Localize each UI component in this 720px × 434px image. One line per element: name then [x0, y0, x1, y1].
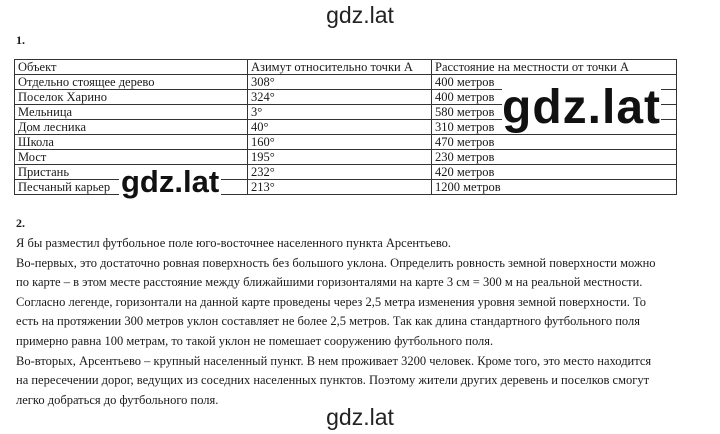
text-line: Я бы разместил футбольное поле юго-восточнее населенного пункта Арсентьево. [16, 236, 452, 250]
text-line: Во-вторых, Арсентьево – крупный населенный пункт. В нем проживает 3200 человек. Кроме того, это место находится [16, 353, 652, 368]
cell-object: Поселок Харино [15, 90, 248, 105]
cell-distance: 580 метров [432, 105, 677, 120]
cell-object: Мельница [15, 105, 248, 120]
cell-azimuth: 195° [248, 150, 432, 165]
cell-object: Дом лесника [15, 120, 248, 135]
cell-distance: 420 метров [432, 165, 677, 180]
cell-object: Мост [15, 150, 248, 165]
cell-distance: 310 метров [432, 120, 677, 135]
cell-azimuth: 308° [248, 75, 432, 90]
header-cell-azimuth: Азимут относительно точки А [248, 60, 432, 75]
watermark-middle: gdz.lat [121, 164, 220, 199]
text-line: легко добраться до футбольного поля. [16, 392, 219, 407]
cell-azimuth: 213° [248, 180, 432, 195]
watermark-large: gdz.lat [502, 81, 661, 134]
cell-distance: 230 метров [432, 150, 677, 165]
cell-azimuth: 232° [248, 165, 432, 180]
watermark-bottom: gdz.lat [326, 404, 394, 430]
header-cell-distance: Расстояние на местности от точки А [432, 60, 677, 75]
table-row [15, 150, 677, 165]
cell-distance: 400 метров [432, 90, 677, 105]
text-line: Согласно легенде, горизонтали на данной карте проведены через 2,5 метра изменения уровня земной поверхности. То [16, 294, 646, 309]
task2-answer-text [16, 234, 706, 410]
cell-azimuth: 3° [248, 105, 432, 120]
header-cell-object: Объект [15, 60, 248, 75]
text-line: Во-первых, это достаточно ровная поверхность без большого уклона. Определить ровность земной поверхности можно [16, 255, 656, 270]
table-header-row [15, 60, 677, 75]
cell-azimuth: 324° [248, 90, 432, 105]
cell-distance: 400 метров [432, 75, 677, 90]
task-number-2: 2. [16, 216, 25, 230]
text-line: есть на протяжении 300 метров уклон составляет не более 2,5 метров. Так как длина стандартного футбольного поля [16, 314, 640, 329]
table-row [15, 135, 677, 150]
text-line: примерно равна 100 метрам, то такой уклон не помешает сооружению футбольного поля. [16, 333, 494, 348]
table-row [15, 180, 677, 195]
cell-object: Пристань [15, 165, 248, 180]
cell-azimuth: 160° [248, 135, 432, 150]
cell-distance: 1200 метров [432, 180, 677, 195]
watermark-top: gdz.lat [326, 2, 394, 28]
cell-azimuth: 40° [248, 120, 432, 135]
text-line: по карте – в этом месте расстояние между ближайшими горизонталями на карте 3 см = 300 м на реальной местности. [16, 275, 643, 290]
task-number-1: 1. [16, 33, 25, 47]
table-row [15, 165, 677, 180]
cell-object: Песчаный карьер [15, 180, 248, 195]
cell-distance: 470 метров [432, 135, 677, 150]
text-line: на пересечении дорог, ведущих из соседних населенных пунктов. Поэтому жители других деревень и поселков смогут [16, 373, 650, 388]
cell-object: Школа [15, 135, 248, 150]
cell-object: Отдельно стоящее дерево [15, 75, 248, 90]
